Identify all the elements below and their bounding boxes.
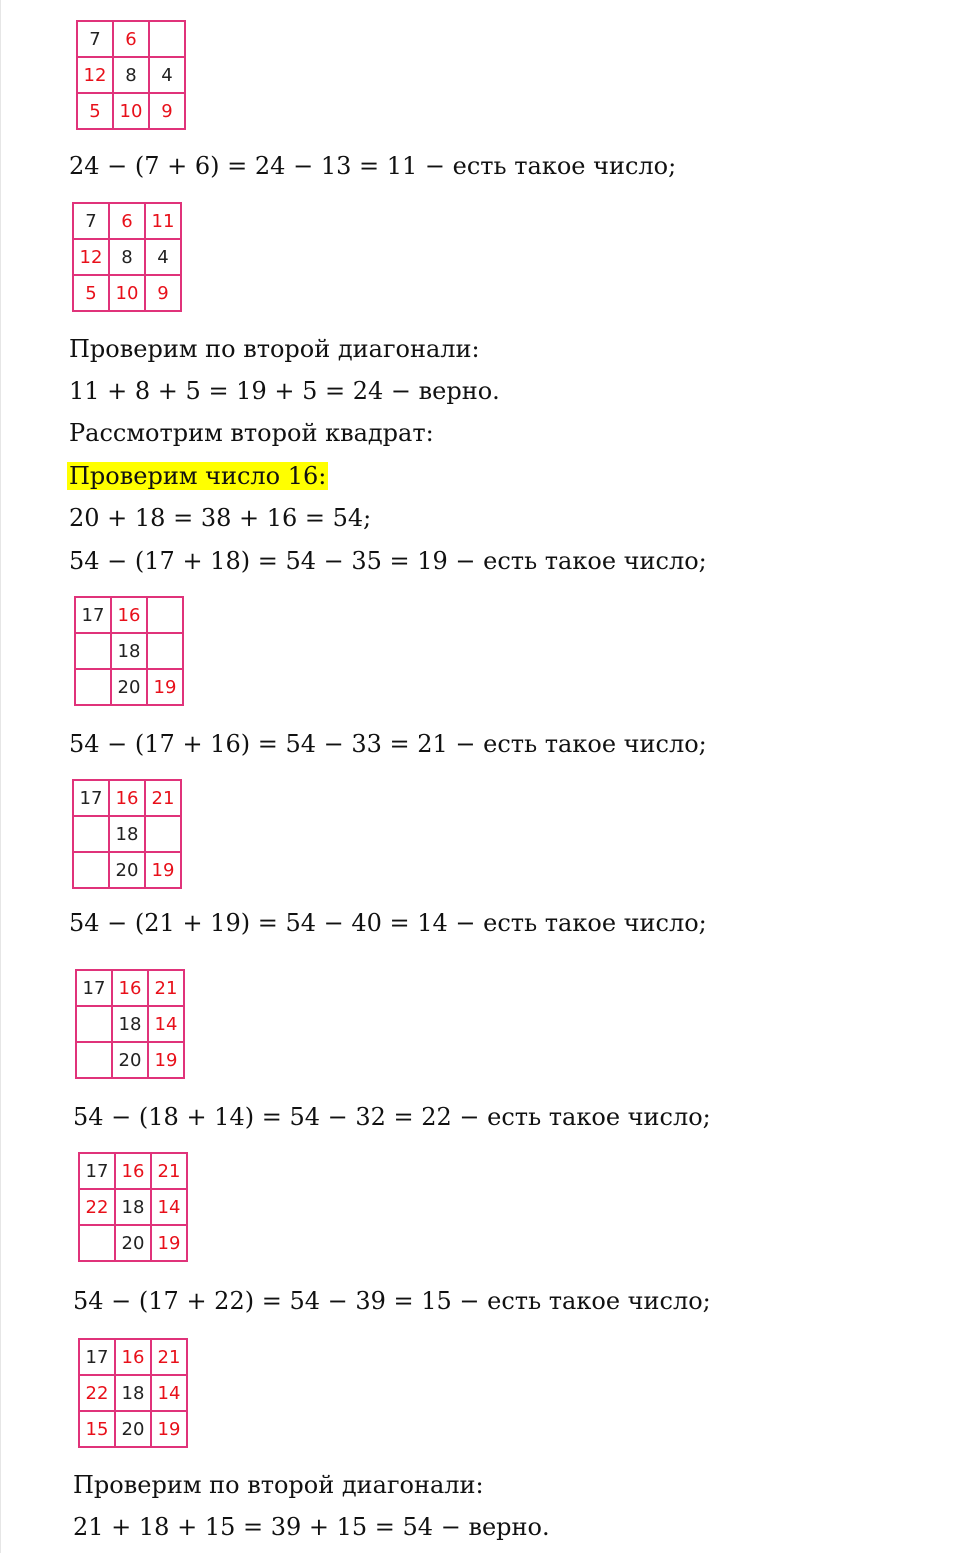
grid-cell: 20 xyxy=(109,852,145,888)
grid-cell: 19 xyxy=(145,852,181,888)
grid-row xyxy=(79,1339,187,1375)
grid-row xyxy=(76,1042,184,1078)
grid-cell: 5 xyxy=(73,275,109,311)
highlight-mark: Проверим число 16: xyxy=(69,462,327,490)
grid-cell: 18 xyxy=(109,816,145,852)
grid-cell xyxy=(147,633,183,669)
grid-cell: 17 xyxy=(75,597,111,633)
magic-square-grid xyxy=(75,969,185,1079)
grid-row xyxy=(76,970,184,1006)
grid-cell xyxy=(73,816,109,852)
grid-cell: 9 xyxy=(145,275,181,311)
grid-cell: 19 xyxy=(147,669,183,705)
grid-row xyxy=(79,1153,187,1189)
text-line: 54 − (17 + 18) = 54 − 35 = 19 − есть такое число; xyxy=(69,547,707,575)
grid-cell: 12 xyxy=(73,239,109,275)
grid-cell: 11 xyxy=(145,203,181,239)
grid-cell xyxy=(147,597,183,633)
magic-square-grid xyxy=(78,1152,188,1262)
text-line: Проверим по второй диагонали: xyxy=(73,1471,484,1499)
text-line: 54 − (17 + 16) = 54 − 33 = 21 − есть такое число; xyxy=(69,730,707,758)
grid-cell: 5 xyxy=(77,93,113,129)
grid-cell: 14 xyxy=(151,1375,187,1411)
grid-cell: 4 xyxy=(149,57,185,93)
grid-cell xyxy=(79,1225,115,1261)
grid-cell: 10 xyxy=(113,93,149,129)
grid-cell: 4 xyxy=(145,239,181,275)
grid-row xyxy=(79,1225,187,1261)
grid-cell: 6 xyxy=(113,21,149,57)
grid-cell xyxy=(75,633,111,669)
magic-square-grid xyxy=(72,202,182,312)
grid-row xyxy=(73,203,181,239)
grid-row xyxy=(73,852,181,888)
grid-row xyxy=(73,816,181,852)
magic-square-grid xyxy=(78,1338,188,1448)
grid-cell: 18 xyxy=(111,633,147,669)
text-line: 54 − (17 + 22) = 54 − 39 = 15 − есть такое число; xyxy=(73,1287,711,1315)
grid-cell xyxy=(149,21,185,57)
grid-cell: 12 xyxy=(77,57,113,93)
grid-cell: 7 xyxy=(77,21,113,57)
grid-cell: 17 xyxy=(79,1153,115,1189)
grid-cell: 17 xyxy=(73,780,109,816)
grid-row xyxy=(79,1411,187,1447)
grid-cell: 17 xyxy=(79,1339,115,1375)
grid-cell: 10 xyxy=(109,275,145,311)
grid-cell xyxy=(76,1042,112,1078)
text-line: Проверим по второй диагонали: xyxy=(69,335,480,363)
grid-cell: 17 xyxy=(76,970,112,1006)
grid-row xyxy=(76,1006,184,1042)
text-line: 54 − (21 + 19) = 54 − 40 = 14 − есть такое число; xyxy=(69,909,707,937)
text-line: 11 + 8 + 5 = 19 + 5 = 24 − верно. xyxy=(69,377,500,405)
grid-cell: 16 xyxy=(115,1153,151,1189)
grid-cell: 19 xyxy=(151,1411,187,1447)
grid-cell: 22 xyxy=(79,1375,115,1411)
grid-cell: 16 xyxy=(111,597,147,633)
grid-cell xyxy=(76,1006,112,1042)
grid-row xyxy=(77,57,185,93)
grid-row xyxy=(77,93,185,129)
grid-cell: 18 xyxy=(112,1006,148,1042)
grid-cell xyxy=(145,816,181,852)
grid-row xyxy=(73,780,181,816)
grid-cell: 21 xyxy=(151,1339,187,1375)
grid-row xyxy=(75,669,183,705)
grid-cell: 16 xyxy=(112,970,148,1006)
highlighted-line xyxy=(67,461,328,491)
grid-row xyxy=(73,239,181,275)
grid-cell xyxy=(75,669,111,705)
grid-cell: 8 xyxy=(113,57,149,93)
grid-cell: 21 xyxy=(151,1153,187,1189)
magic-square-grid xyxy=(72,779,182,889)
magic-square-grid xyxy=(76,20,186,130)
grid-cell: 16 xyxy=(109,780,145,816)
grid-row xyxy=(75,633,183,669)
grid-cell: 21 xyxy=(148,970,184,1006)
grid-cell: 22 xyxy=(79,1189,115,1225)
grid-row xyxy=(73,275,181,311)
grid-cell: 18 xyxy=(115,1375,151,1411)
grid-cell: 20 xyxy=(115,1411,151,1447)
text-line: 20 + 18 = 38 + 16 = 54; xyxy=(69,504,372,532)
grid-cell xyxy=(73,852,109,888)
grid-cell: 16 xyxy=(115,1339,151,1375)
grid-row xyxy=(79,1189,187,1225)
text-line: 21 + 18 + 15 = 39 + 15 = 54 − верно. xyxy=(73,1513,550,1541)
grid-cell: 7 xyxy=(73,203,109,239)
grid-cell: 19 xyxy=(148,1042,184,1078)
grid-cell: 6 xyxy=(109,203,145,239)
grid-row xyxy=(77,21,185,57)
grid-cell: 20 xyxy=(111,669,147,705)
grid-cell: 14 xyxy=(151,1189,187,1225)
magic-square-grid xyxy=(74,596,184,706)
grid-cell: 8 xyxy=(109,239,145,275)
text-line: 24 − (7 + 6) = 24 − 13 = 11 − есть такое число; xyxy=(69,152,677,180)
grid-cell: 14 xyxy=(148,1006,184,1042)
text-line: Рассмотрим второй квадрат: xyxy=(69,419,434,447)
grid-cell: 9 xyxy=(149,93,185,129)
grid-cell: 21 xyxy=(145,780,181,816)
grid-row xyxy=(79,1375,187,1411)
grid-cell: 20 xyxy=(112,1042,148,1078)
grid-cell: 18 xyxy=(115,1189,151,1225)
grid-row xyxy=(75,597,183,633)
grid-cell: 20 xyxy=(115,1225,151,1261)
text-line: 54 − (18 + 14) = 54 − 32 = 22 − есть такое число; xyxy=(73,1103,711,1131)
grid-cell: 15 xyxy=(79,1411,115,1447)
grid-cell: 19 xyxy=(151,1225,187,1261)
